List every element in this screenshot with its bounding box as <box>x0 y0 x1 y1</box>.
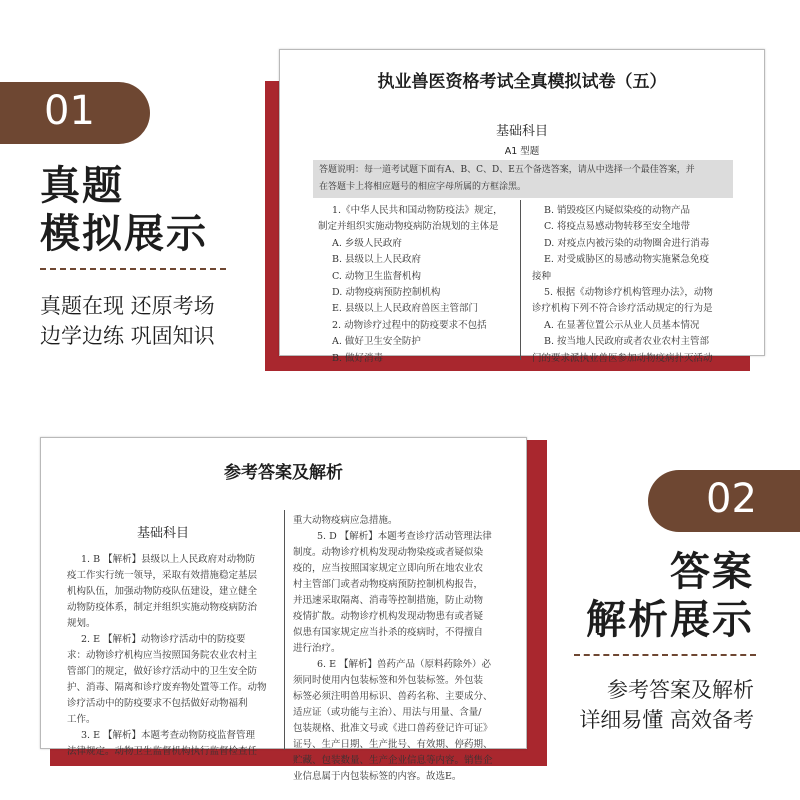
section-tagline-2a: 参考答案及解析 <box>607 678 754 702</box>
text-line: 疫的，应当按照国家规定立即向所在地农业农 <box>293 563 484 574</box>
exam-paper-preview <box>279 49 765 364</box>
text-line: 标签必须注明兽用标识、兽药名称、主要成分、 <box>293 691 493 702</box>
question-type: A1 型题 <box>504 146 540 157</box>
text-line: 诊疗活动中的防疫要求不包括做好动物福利 <box>67 698 248 709</box>
section-number-1: 01 <box>44 88 95 134</box>
text-line: 5. 根据《动物诊疗机构管理办法》，动物 <box>544 287 713 298</box>
text-line: 疫情扩散。动物诊疗机构发现动物患有或者疑 <box>293 611 484 622</box>
text-line: B. 做好消毒 <box>332 352 384 364</box>
answer-paper-preview <box>40 437 527 782</box>
text-line: 并迅速采取隔离、消毒等控制措施，防止动物 <box>293 595 484 606</box>
text-line: E. 对受威胁区的易感动物实施紧急免疫 <box>544 254 709 266</box>
section-tagline-1a: 真题在现 还原考场 <box>40 294 215 318</box>
text-line: 2. 动物诊疗过程中的防疫要求不包括 <box>332 319 487 331</box>
text-line: 贮藏、包装数量、生产企业信息等内容。销售企 <box>293 755 493 766</box>
column-divider <box>520 200 521 360</box>
text-line: 1. B 【解析】县级以上人民政府对动物防 <box>81 554 256 565</box>
instruction-box <box>313 160 733 198</box>
text-line: 门的要求派执业兽医参加动物疫病扑灭活动 <box>532 352 713 364</box>
text-line: 6. E 【解析】兽药产品（原料药除外）必 <box>317 659 492 670</box>
instruction-line-1: 答题说明：每一道考试题下面有A、B、C、D、E五个备选答案，请从中选择一个最佳答案，并 <box>319 165 695 175</box>
paper-title: 执业兽医资格考试全真模拟试卷（五） <box>377 72 667 92</box>
text-line: 规划。 <box>67 618 96 629</box>
text-line: C. 将疫点易感动物转移至安全地带 <box>544 221 690 233</box>
section-number-badge-1 <box>0 82 150 144</box>
text-line: 似患有国家规定应当扑杀的疫病时，不得擅自 <box>293 627 484 638</box>
section-heading-1-line1: 真题 <box>40 163 124 209</box>
text-line: 求：动物诊疗机构应当按照国务院农业农村主 <box>67 650 258 661</box>
text-line: 护、消毒、隔离和诊疗废弃物处置等工作。动物 <box>67 682 267 693</box>
text-line: 重大动物疫病应急措施。 <box>293 515 398 526</box>
text-line: D. 对疫点内被污染的动物圈舍进行消毒 <box>544 237 710 249</box>
text-line: 诊疗机构下列不符合诊疗活动规定的行为是 <box>532 303 713 315</box>
section-heading-2-line2: 解析展示 <box>586 597 754 643</box>
paper-subject: 基础科目 <box>495 124 548 139</box>
text-line: 2. E 【解析】动物诊疗活动中的防疫要 <box>81 634 246 645</box>
section-tagline-1b: 边学边练 巩固知识 <box>40 324 215 348</box>
text-line: A. 乡级人民政府 <box>332 237 402 249</box>
text-line: 制度。动物诊疗机构发现动物染疫或者疑似染 <box>293 547 484 558</box>
section-heading-1-line2: 模拟展示 <box>40 211 208 257</box>
instruction-line-2: 在答题卡上将相应题号的相应字母所属的方框涂黑。 <box>319 182 527 192</box>
text-line: C. 动物卫生监督机构 <box>332 270 421 282</box>
section-number-2: 02 <box>706 476 757 522</box>
answer-paper-subject: 基础科目 <box>137 526 190 541</box>
text-line: 村主管部门或者动物疫病预防控制机构报告， <box>293 579 484 590</box>
divider-2 <box>574 654 756 656</box>
text-line: 3. E 【解析】本题考查动物防疫监督管理 <box>81 730 256 741</box>
text-line: B. 按当地人民政府或者农业农村主管部 <box>544 336 710 348</box>
section-heading-2-line1: 答案 <box>670 549 754 595</box>
answer-column-divider <box>284 510 285 750</box>
text-line: 法律规定。动物卫生监督机构执行监督检查任 <box>67 746 258 757</box>
text-line: 须同时使用内包装标签和外包装标签。外包装 <box>293 675 484 686</box>
text-line: 工作。 <box>67 714 96 725</box>
text-line: 管部门的规定，做好诊疗活动中的卫生安全防 <box>67 666 258 677</box>
divider-1 <box>40 268 226 270</box>
text-line: B. 销毁疫区内疑似染疫的动物产品 <box>544 205 691 216</box>
section-tagline-2b: 详细易懂 高效备考 <box>579 708 754 732</box>
text-line: 进行治疗。 <box>293 643 341 654</box>
text-line: E. 县级以上人民政府兽医主管部门 <box>332 303 478 315</box>
text-line: 制定并组织实施动物疫病防治规划的主体是 <box>318 221 499 233</box>
text-line: B. 县级以上人民政府 <box>332 254 422 266</box>
text-line: 动物防疫体系，制定并组织实施动物疫病防治 <box>67 602 258 613</box>
text-line: 接种 <box>532 270 552 282</box>
text-line: A. 做好卫生安全防护 <box>332 336 421 348</box>
text-line: 包装规格、批准文号或《进口兽药登记许可证》 <box>293 723 493 734</box>
text-line: 1.《中华人民共和国动物防疫法》规定， <box>332 205 503 216</box>
text-line: D. 动物疫病预防控制机构 <box>332 287 441 298</box>
text-line: 证号、生产日期、生产批号、有效期、停药期、 <box>293 739 493 750</box>
text-line: 5. D 【解析】本题考查诊疗活动管理法律 <box>317 531 492 542</box>
section-number-badge-2 <box>648 470 800 532</box>
text-line: 机构队伍，加强动物防疫队伍建设，建立健全 <box>67 586 258 597</box>
answer-paper-title: 参考答案及解析 <box>224 463 343 483</box>
text-line: 业信息属于内包装标签的内容。故选E。 <box>293 771 462 782</box>
text-line: 适应证（或功能与主治）、用法与用量、含量/ <box>293 707 482 718</box>
text-line: A. 在显著位置公示从业人员基本情况 <box>544 319 700 331</box>
text-line: 疫工作实行统一领导，采取有效措施稳定基层 <box>67 570 258 581</box>
